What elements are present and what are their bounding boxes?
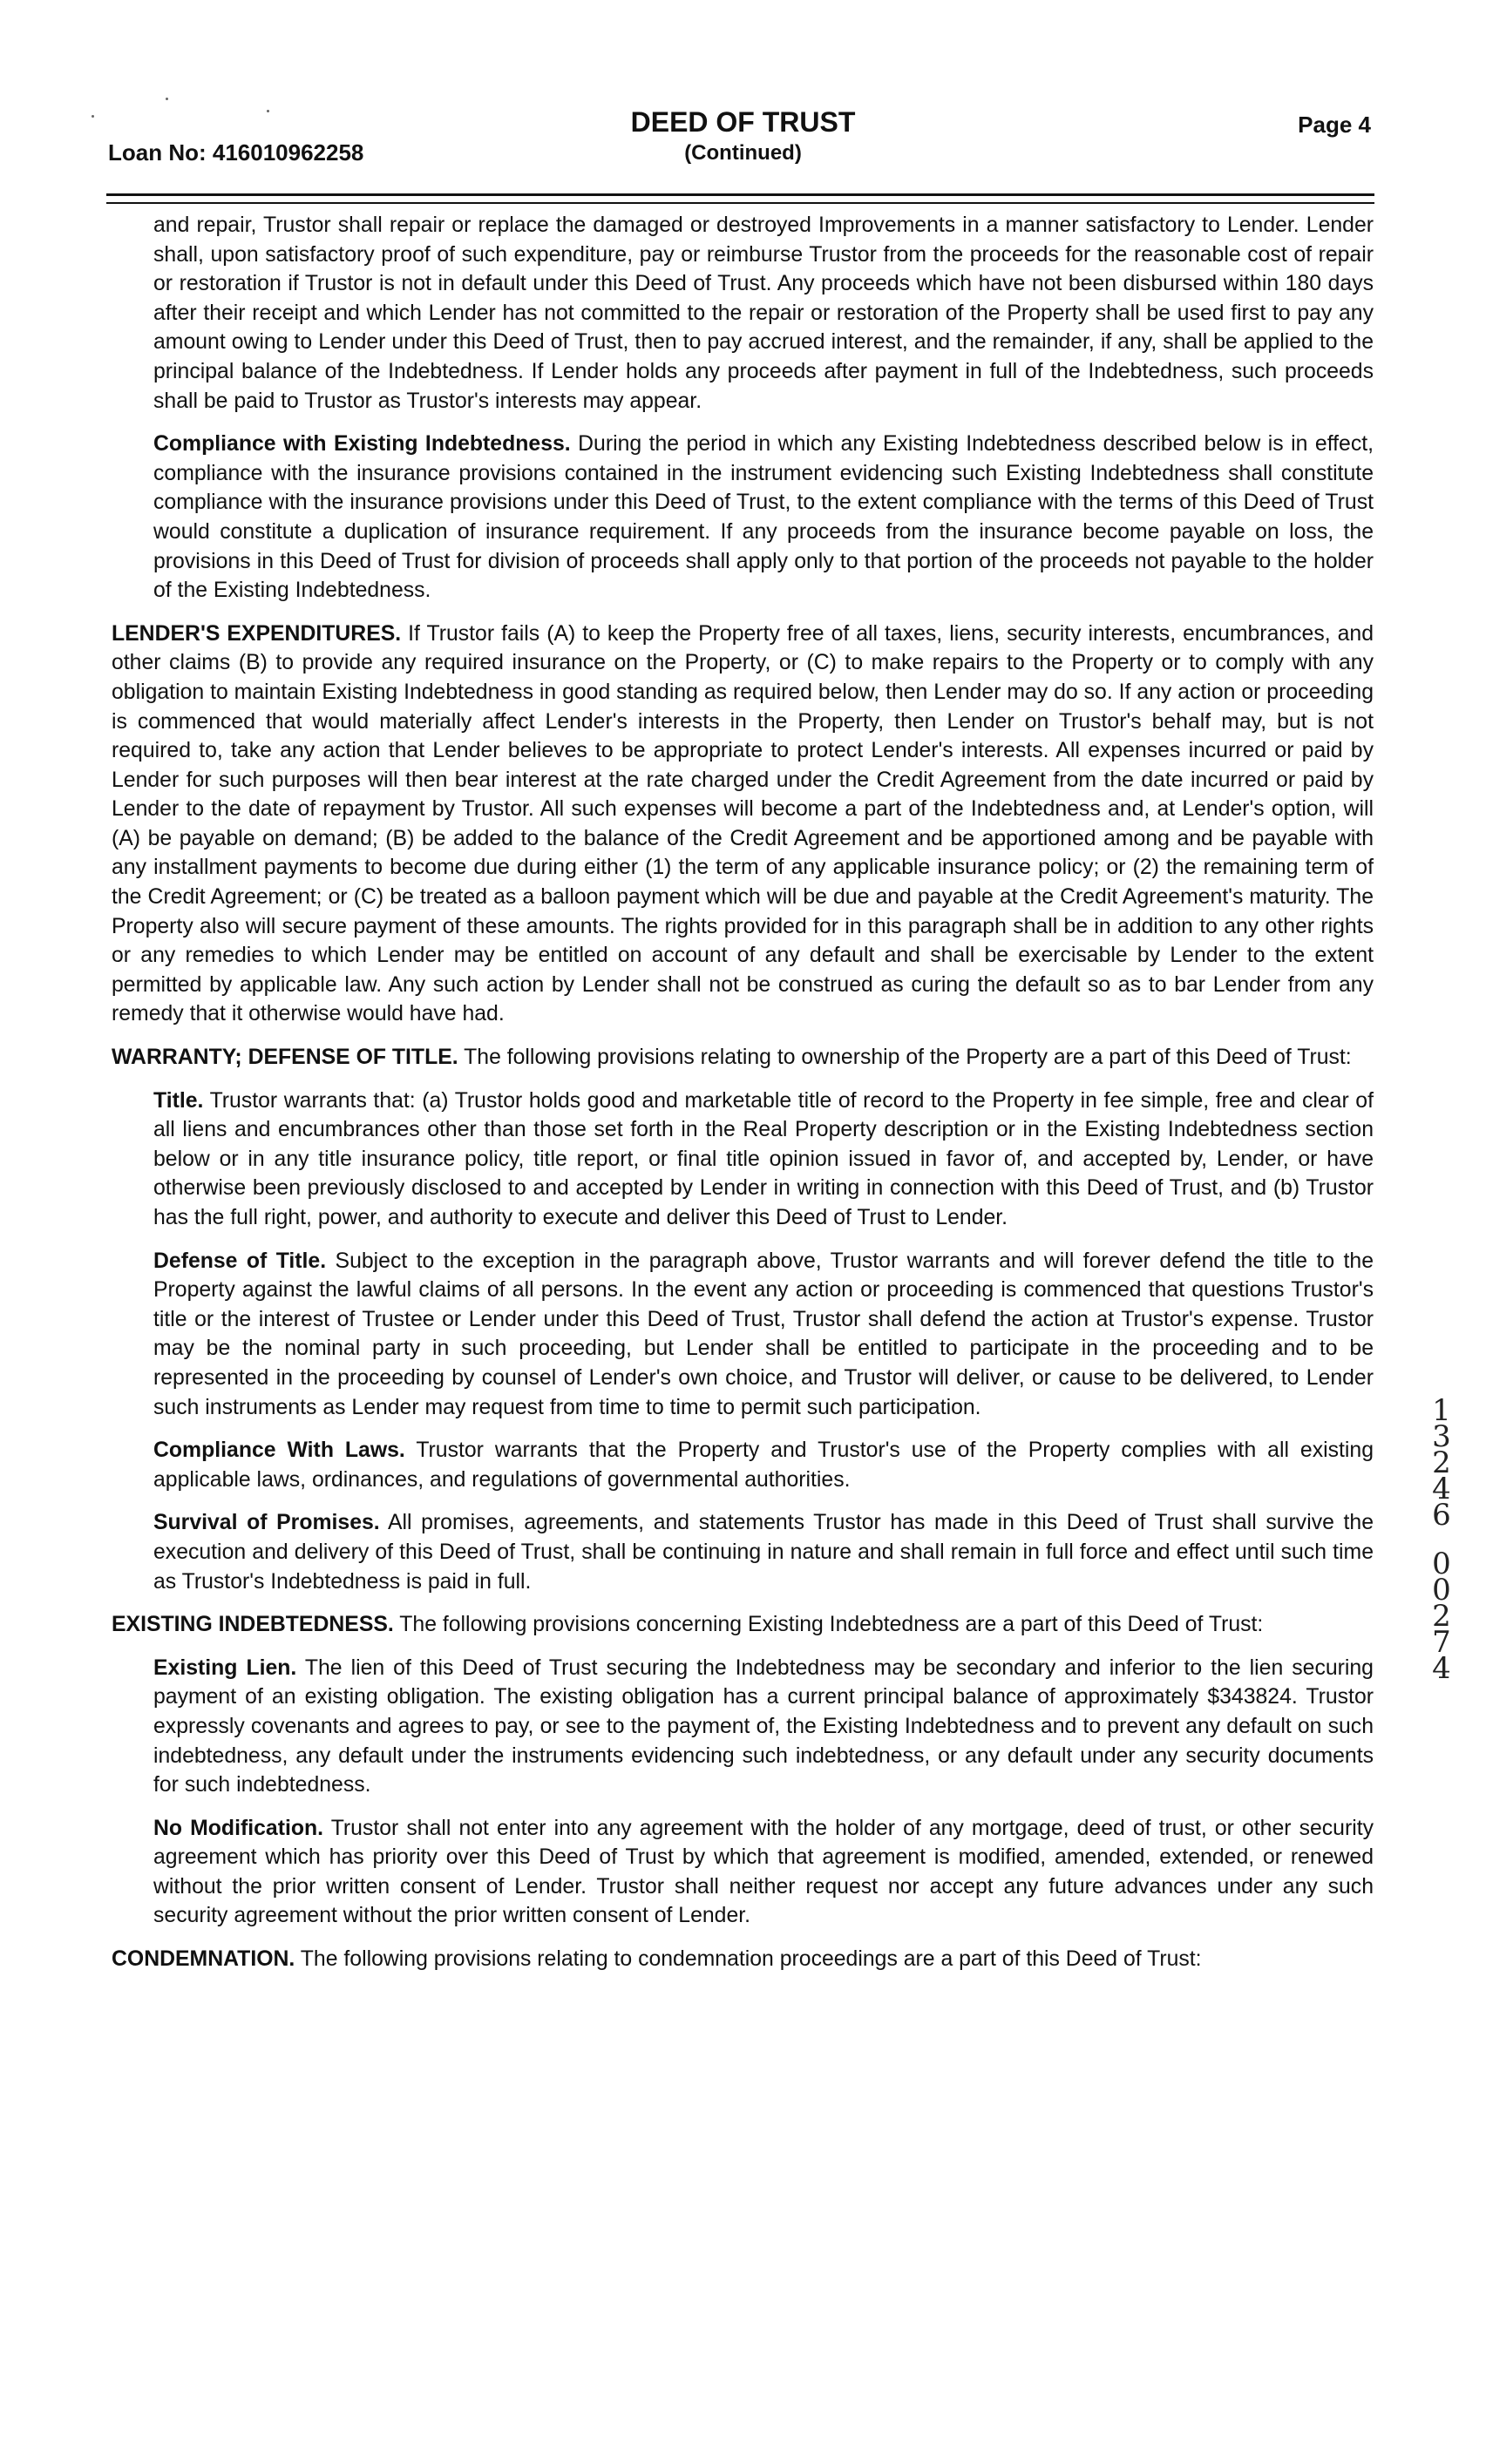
paragraph: Title. Trustor warrants that: (a) Trustor holds good and marketable title of record to the Property in fee simple, free and clear of all liens and encumbrances other than those set forth in the Real Property description or in the Existing Indebtedness section below or in any title insurance policy, title report, or final title opinion issued in favor of, and accepted by, Lender, or have otherwise been previously disclosed to and accepted by Lender in writing in connection with this Deed of Trust, and (b) Trustor has the full right, power, and authority to execute and deliver this Deed of Trust to Lender. bbox=[153, 1088, 1374, 1229]
section-heading: Defense of Title. bbox=[153, 1249, 327, 1273]
section-heading: EXISTING INDEBTEDNESS. bbox=[112, 1613, 394, 1637]
section-heading: No Modification. bbox=[153, 1816, 324, 1840]
stamp-digit: 4 bbox=[1432, 1472, 1451, 1506]
document-title: DEED OF TRUST bbox=[630, 106, 856, 138]
paragraph: LENDER'S EXPENDITURES. If Trustor fails (A) to keep the Property free of all taxes, liens, security interests, encumbrances, and other claims (B) to provide any required insurance on the Property, or (C) to make repairs to the Property or to comply with any obligation to maintain Existing Indebtedness in good standing as required below, then Lender may do so. If any action or proceeding is commenced that would materially affect Lender's interests in the Property, then Lender on Trustor's behalf may, but is not required to, take any action that Lender believes to be appropriate to protect Lender's interests. All expenses incurred or paid by Lender for such purposes will then bear interest at the rate charged under the Credit Agreement from the date incurred or paid by Lender to the date of repayment by Trustor. All such expenses will become a part of the Indebtedness and, at Lender's option, will (A) be payable on demand; (B) be added to the balance of the Credit Agreement and be apportioned among and be payable with any installment payments to become due during either (1) the term of any applicable insurance policy; or (2) the remaining term of the Credit Agreement; or (C) be treated as a balloon payment which will be due and payable at the Credit Agreement's maturity. The Property also will secure payment of these amounts. The rights provided for in this paragraph shall be in addition to any other rights or any remedies to which Lender may be entitled on account of any default and shall be exercisable by Lender to the extent permitted by applicable law. Any such action by Lender shall not be construed as curing the default so as to bar Lender from any remedy that it otherwise would have had. bbox=[112, 621, 1374, 1026]
stamp-digit: 2 bbox=[1432, 1599, 1451, 1634]
header-divider bbox=[106, 202, 1374, 204]
stamp-digit: 0 bbox=[1432, 1547, 1451, 1581]
recording-number-stamp bbox=[1424, 1393, 1459, 1686]
stamp-digit: 2 bbox=[1432, 1445, 1451, 1480]
section-heading: Existing Lien. bbox=[153, 1655, 297, 1680]
stamp-digit: 6 bbox=[1432, 1498, 1451, 1533]
paragraph: WARRANTY; DEFENSE OF TITLE. The following provisions relating to ownership of the Property are a part of this Deed of Trust: bbox=[112, 1046, 1352, 1070]
paragraph: and repair, Trustor shall repair or replace the damaged or destroyed Improvements in a manner satisfactory to Lender. Lender shall, upon satisfactory proof of such expenditure, pay or reimburse Trustor from the proceeds for the reasonable cost of repair or restoration if Trustor is not in default under this Deed of Trust. Any proceeds which have not been disbursed within 180 days after their receipt and which Lender has not committed to the repair or restoration of the Property shall be used first to pay any amount owing to Lender under this Deed of Trust, then to pay accrued interest, and the remainder, if any, shall be applied to the principal balance of the Indebtedness. If Lender holds any proceeds after payment in full of the Indebtedness, such proceeds shall be paid to Trustor as Trustor's interests may appear. bbox=[153, 213, 1374, 413]
paragraph: EXISTING INDEBTEDNESS. The following provisions concerning Existing Indebtedness are a part of this Deed of Trust: bbox=[112, 1613, 1264, 1637]
stamp-digit: 4 bbox=[1432, 1651, 1451, 1686]
paragraph: CONDEMNATION. The following provisions relating to condemnation proceedings are a part of this Deed of Trust: bbox=[112, 1947, 1202, 1972]
paragraph: Existing Lien. The lien of this Deed of Trust securing the Indebtedness may be secondary and inferior to the lien securing payment of an existing obligation. The existing obligation has a current principal balance of approximately $343824. Trustor expressly covenants and agrees to pay, or see to the payment of, the Existing Indebtedness and to prevent any default on such indebtedness, any default under the instruments evidencing such indebtedness, or any default under any security documents for such indebtedness. bbox=[153, 1655, 1374, 1797]
loan-number: Loan No: 416010962258 bbox=[108, 139, 364, 166]
section-heading: Survival of Promises. bbox=[153, 1511, 380, 1535]
scan-speck bbox=[166, 98, 168, 100]
section-heading: WARRANTY; DEFENSE OF TITLE. bbox=[112, 1046, 458, 1070]
section-heading: CONDEMNATION. bbox=[112, 1947, 295, 1972]
paragraph: Survival of Promises. All promises, agreements, and statements Trustor has made in this Deed of Trust shall survive the execution and delivery of this Deed of Trust, shall be continuing in nature and shall remain in full force and effect until such time as Trustor's Indebtedness is paid in full. bbox=[153, 1511, 1374, 1594]
document-body bbox=[112, 211, 1374, 1988]
stamp-digit: 1 bbox=[1432, 1393, 1451, 1428]
document-subtitle: (Continued) bbox=[684, 141, 802, 165]
stamp-digit: 0 bbox=[1432, 1573, 1451, 1608]
header-divider bbox=[106, 193, 1374, 196]
paragraph: Defense of Title. Subject to the exception in the paragraph above, Trustor warrants and will forever defend the title to the Property against the lawful claims of all persons. In the event any action or proceeding is commenced that questions Trustor's title or the interest of Trustee or Lender under this Deed of Trust, Trustor shall defend the action at Trustor's expense. Trustor may be the nominal party in such proceeding, but Lender shall be entitled to participate in the proceeding and to be represented in the proceeding by counsel of Lender's own choice, and Trustor will deliver, or cause to be delivered, to Lender such instruments as Lender may request from time to time to permit such participation. bbox=[153, 1249, 1374, 1419]
stamp-digit: 3 bbox=[1432, 1419, 1451, 1454]
section-heading: Compliance With Laws. bbox=[153, 1438, 405, 1463]
section-heading: LENDER'S EXPENDITURES. bbox=[112, 621, 402, 646]
paragraph: No Modification. Trustor shall not enter into any agreement with the holder of any mortgage, deed of trust, or other security agreement which has priority over this Deed of Trust by which that agreement is modified, amended, extended, or renewed without the prior written consent of Lender. Trustor shall neither request nor accept any future advances under any such security agreement without the prior written consent of Lender. bbox=[153, 1816, 1374, 1928]
section-heading: Title. bbox=[153, 1088, 204, 1113]
section-heading: Compliance with Existing Indebtedness. bbox=[153, 432, 571, 457]
page-number: Page 4 bbox=[1298, 112, 1371, 138]
paragraph: Compliance With Laws. Trustor warrants that the Property and Trustor's use of the Property complies with all existing applicable laws, ordinances, and regulations of governmental authorities. bbox=[153, 1438, 1374, 1492]
paragraph: Compliance with Existing Indebtedness. During the period in which any Existing Indebtedness described below is in effect, compliance with the insurance provisions contained in the instrument evidencing such Existing Indebtedness shall constitute compliance with the insurance provisions under this Deed of Trust, to the extent compliance with the terms of this Deed of Trust would constitute a duplication of insurance requirement. If any proceeds from the insurance become payable on loss, the provisions in this Deed of Trust for division of proceeds shall apply only to that portion of the proceeds not payable to the holder of the Existing Indebtedness. bbox=[153, 432, 1374, 603]
stamp-digit: 7 bbox=[1432, 1625, 1451, 1660]
